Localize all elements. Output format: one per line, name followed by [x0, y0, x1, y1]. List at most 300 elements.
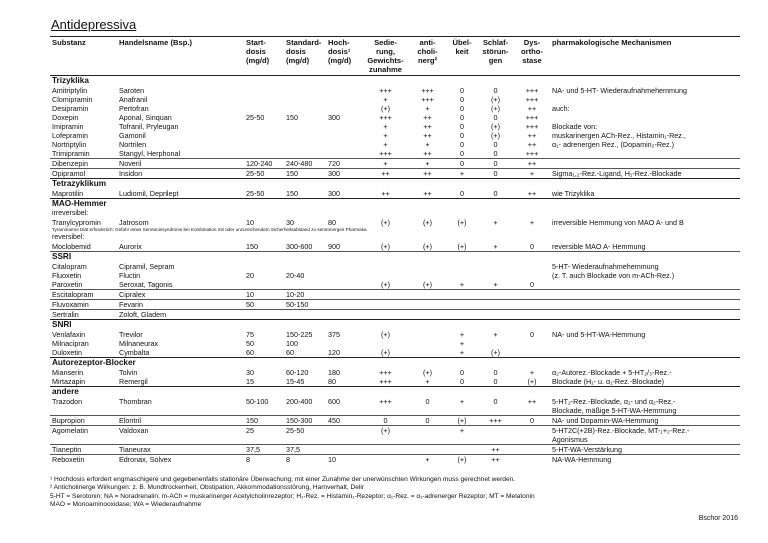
table-row-fluoxetin [50, 271, 740, 280]
uebelkeit-cell: (+) [447, 416, 477, 426]
dysorthostase-cell: + [529, 368, 535, 377]
hochdosis-cell [326, 290, 363, 300]
sedierung-cell: (+) [363, 242, 408, 252]
standarddosis-cell: 100 [286, 339, 298, 348]
schlafstoerungen-cell: 0 [493, 149, 498, 158]
table-row-lofepramin [50, 131, 740, 140]
standarddosis-cell: 60-120 [286, 368, 309, 377]
substanz-cell: Sertralin [50, 310, 117, 320]
hochdosis-cell [326, 262, 363, 271]
startdosis-cell: 10 [244, 290, 284, 300]
uebelkeit-cell: 0 [460, 131, 464, 140]
handelsname-cell: Tolvin [119, 368, 138, 377]
mechanismus-cell: α₁- adrenergen Rez., (Dopamin₂-Rez.) [552, 140, 675, 149]
uebelkeit-cell [447, 290, 477, 300]
hochdosis-cell: 450 [326, 416, 363, 426]
table-row-continuation [50, 406, 740, 416]
startdosis-cell: 150 [244, 416, 284, 426]
mechanismus-cell: 5-HT- Wiederaufnahmehemmung [552, 262, 659, 271]
standarddosis-cell: 150-300 [284, 416, 326, 426]
group-tetra [50, 179, 740, 190]
sedierung-cell [363, 445, 408, 455]
dysorthostase-cell [514, 426, 550, 436]
sedierung-cell: + [383, 95, 388, 104]
handelsname-cell: Aponal, Sinquan [119, 113, 172, 122]
header-row [50, 37, 740, 76]
handelsname-cell: Tofranil, Pryleugan [119, 122, 179, 131]
substanz-cell: Escitalopram [50, 290, 117, 300]
standarddosis-cell [284, 262, 326, 271]
hochdosis-cell: 600 [328, 397, 340, 406]
group-label: andere [50, 387, 740, 398]
handelsname-cell: Insidon [119, 169, 143, 178]
startdosis-cell: 50 [246, 339, 254, 348]
startdosis-cell: 15 [246, 377, 254, 386]
hochdosis-cell [326, 86, 363, 95]
mechanismus-cell [550, 149, 740, 159]
sedierung-cell: + [363, 159, 408, 169]
uebelkeit-cell: + [459, 169, 465, 178]
table-row-bupropion [50, 416, 740, 426]
sedierung-cell [363, 262, 408, 271]
table-row-doxepin [50, 113, 740, 122]
schlafstoerungen-cell [477, 310, 514, 320]
table-row-maprotilin [50, 189, 740, 199]
mechanismus-cell: NA- und 5-HT-WA-Hemmung [552, 330, 646, 339]
mechanismus-cell: wie Trizyklika [552, 189, 595, 198]
handelsname-cell: Stangyl, Herphonal [119, 149, 181, 158]
table-row-continuation [50, 435, 740, 445]
hochdosis-cell [326, 149, 363, 159]
group-label: Autorezeptor-Blocker [50, 358, 740, 369]
uebelkeit-cell: + [459, 339, 465, 348]
startdosis-cell [244, 104, 284, 113]
startdosis-cell: 25-50 [246, 169, 265, 178]
mechanismus-cell [550, 310, 740, 320]
table-row-milnacipran [50, 339, 740, 348]
schlafstoerungen-cell: 0 [493, 189, 498, 198]
handelsname-cell: Jatrosom [119, 218, 149, 227]
anticholinerg-cell: ++ [423, 169, 432, 178]
sedierung-cell: (+) [381, 330, 390, 339]
schlafstoerungen-cell: +++ [477, 416, 514, 426]
startdosis-cell [244, 122, 284, 131]
header-mechanismen: pharmakologische Mechanismen [550, 37, 740, 76]
substanz-cell: Opipramol [52, 169, 86, 178]
startdosis-cell: 75 [246, 330, 254, 339]
startdosis-cell: 120-240 [244, 159, 284, 169]
uebelkeit-cell [447, 310, 477, 320]
anticholinerg-cell [408, 271, 447, 280]
sedierung-cell: + [383, 122, 388, 131]
schlafstoerungen-cell [477, 426, 514, 436]
standarddosis-cell [284, 122, 326, 131]
hochdosis-cell [326, 104, 363, 113]
sedierung-cell: + [383, 131, 388, 140]
footnote-abbreviations: 5-HT = Serotonin; NA = Noradrenalin; m-ACh = muskarinerger Acetylcholinrezeptor; H₁-Rez. = Histamin₁-Rezeptor; α₁-Rez. = α₁-adrenerger Rezeptor; MT = Melatonin [50, 493, 535, 500]
handelsname-cell: Seroxat, Tagonis [119, 280, 173, 289]
substanz-cell: Bupropion [50, 416, 117, 426]
startdosis-cell: 8 [244, 455, 284, 465]
table-row-paroxetin [50, 280, 740, 290]
standarddosis-cell: 10-20 [284, 290, 326, 300]
mechanismus-cell: auch: [552, 104, 570, 113]
header-handelsname: Handelsname (Bsp.) [117, 37, 244, 76]
mechanism-cell: Agonismus [552, 435, 588, 444]
anticholinerg-cell [408, 445, 447, 455]
mechanismus-cell: Blockade von: [552, 122, 598, 131]
anticholinerg-cell: ++ [423, 131, 432, 140]
table-row-mirtazapin [50, 377, 740, 387]
handelsname-cell: Trevilor [119, 330, 143, 339]
anticholinerg-cell [408, 348, 447, 358]
hochdosis-cell [326, 445, 363, 455]
schlafstoerungen-cell: (+) [491, 122, 500, 131]
substanz-cell: Trazodon [52, 397, 83, 406]
anticholinerg-cell: ++ [423, 113, 432, 122]
dysorthostase-cell: 0 [530, 280, 534, 289]
subgroup-reversibel [50, 233, 740, 242]
dysorthostase-cell [514, 339, 550, 348]
handelsname-cell: Gamonil [119, 131, 146, 140]
uebelkeit-cell: + [459, 330, 465, 339]
group-ssri [50, 252, 740, 263]
table-row-reboxetin [50, 455, 740, 465]
anticholinerg-cell: + [425, 104, 430, 113]
handelsname-cell: Cipralex [117, 290, 244, 300]
mechanismus-cell [550, 280, 740, 290]
table-row-citalopram [50, 262, 740, 271]
substanz-cell: Citalopram [52, 262, 87, 271]
substanz-cell: Milnacipran [52, 339, 89, 348]
startdosis-cell [244, 95, 284, 104]
handelsname-cell: Cipramil, Sepram [119, 262, 175, 271]
substanz-cell: Trimipramin [52, 149, 90, 158]
mechanismus-cell: Blockade (H₁- u. α₁-Rez.-Blockade) [552, 377, 665, 386]
table-row-fluvoxamin [50, 300, 740, 310]
mechanismus-cell: NA- und Dopamin-WA-Hemmung [550, 416, 740, 426]
sedierung-cell: +++ [379, 377, 392, 386]
group-label: SSRI [50, 252, 740, 263]
standarddosis-cell [284, 86, 326, 95]
hochdosis-cell: 300 [328, 169, 340, 178]
uebelkeit-cell: + [459, 348, 465, 357]
startdosis-cell: 25 [244, 426, 284, 436]
header-hochdosis: Hoch-dosis¹ (mg/d) [326, 37, 363, 76]
hochdosis-cell: 720 [326, 159, 363, 169]
header-substanz: Substanz [50, 37, 117, 76]
handelsname-cell: Pertofran [119, 104, 149, 113]
sedierung-cell: +++ [379, 149, 392, 158]
hochdosis-cell: 180 [328, 368, 340, 377]
sedierung-cell [363, 339, 408, 348]
startdosis-cell [244, 149, 284, 159]
substanz-cell: Amitriptylin [52, 86, 88, 95]
schlafstoerungen-cell [477, 290, 514, 300]
mechanismus-cell: 5-HT₂-Rez.-Blockade, α₁- und α₂-Rez.- [552, 397, 676, 406]
dysorthostase-cell: +++ [525, 149, 539, 158]
schlafstoerungen-cell: 0 [493, 377, 498, 386]
sedierung-cell [363, 455, 408, 465]
anticholinerg-cell [408, 339, 447, 348]
schlafstoerungen-cell: + [493, 280, 498, 289]
startdosis-cell: 150 [244, 242, 284, 252]
standarddosis-cell: 240-480 [284, 159, 326, 169]
table-row-sertralin [50, 310, 740, 320]
substanz-cell: Reboxetin [50, 455, 117, 465]
standarddosis-cell [284, 149, 326, 159]
dysorthostase-cell: 0 [514, 242, 550, 252]
table-row-moclobemid [50, 242, 740, 252]
mechanismus-cell [550, 159, 740, 169]
mechanismus-cell [550, 339, 740, 348]
hochdosis-cell [326, 280, 363, 290]
hochdosis-cell [326, 310, 363, 320]
handelsname-cell: Cymbalta [119, 348, 150, 357]
substanz-cell: Venlafaxin [52, 330, 86, 339]
startdosis-cell [244, 131, 284, 140]
sedierung-cell: (+) [381, 218, 390, 227]
anticholinerg-cell [408, 310, 447, 320]
mechanismus-cell: NA- und 5-HT- Wiederaufnahmehemmung [552, 86, 688, 95]
substanz-cell: Moclobemid [50, 242, 117, 252]
startdosis-cell: 25-50 [246, 189, 265, 198]
group-auto [50, 358, 740, 369]
mechanismus-cell [550, 290, 740, 300]
footnote-abbreviations-2: MAO = Monoaminooxidase; WA = Wiederaufnahme [50, 501, 202, 508]
mechanismus-cell [550, 348, 740, 358]
substanz-cell: Fluvoxamin [50, 300, 117, 310]
substanz-cell: Nortriptylin [52, 140, 87, 149]
anticholinerg-cell: ++ [423, 122, 432, 131]
anticholinerg-cell [408, 300, 447, 310]
schlafstoerungen-cell: 0 [493, 140, 498, 149]
standarddosis-cell [284, 140, 326, 149]
handelsname-cell: Remergil [119, 377, 148, 386]
group-label: Trizyklika [50, 76, 740, 87]
hochdosis-cell: 900 [326, 242, 363, 252]
uebelkeit-cell: (+) [457, 218, 467, 227]
schlafstoerungen-cell: (+) [491, 131, 500, 140]
anticholinerg-cell [408, 330, 447, 339]
hochdosis-cell [326, 339, 363, 348]
standarddosis-cell: 300-600 [284, 242, 326, 252]
anticholinerg-cell [408, 262, 447, 271]
standarddosis-cell: 150 [286, 113, 298, 122]
schlafstoerungen-cell: 0 [493, 113, 498, 122]
standarddosis-cell [284, 280, 326, 290]
hochdosis-cell: 80 [328, 377, 336, 386]
dysorthostase-cell: + [529, 169, 535, 178]
sedierung-cell: +++ [379, 368, 392, 377]
table-row-tranylcypromin [50, 218, 740, 227]
dysorthostase-cell [514, 310, 550, 320]
sedierung-cell: (+) [381, 280, 390, 289]
standarddosis-cell [284, 131, 326, 140]
schlafstoerungen-cell: (+) [491, 348, 500, 357]
mechanismus-cell [550, 113, 740, 122]
hochdosis-cell: 300 [328, 113, 340, 122]
uebelkeit-cell: (+) [447, 242, 477, 252]
hochdosis-cell [326, 95, 363, 104]
substanz-cell: Desipramin [52, 104, 89, 113]
handelsname-cell: Edronax, Solvex [117, 455, 244, 465]
standarddosis-cell [284, 95, 326, 104]
hochdosis-cell [326, 426, 363, 436]
handelsname-cell: Saroten [119, 86, 145, 95]
hochdosis-cell: 300 [328, 189, 340, 198]
handelsname-cell: Nortrilen [119, 140, 147, 149]
anticholinerg-cell: 0 [408, 416, 447, 426]
sedierung-cell: (+) [381, 104, 390, 113]
table-row-trimipramin [50, 149, 740, 159]
schlafstoerungen-cell: ++ [477, 445, 514, 455]
table-row-tianeptin [50, 445, 740, 455]
handelsname-cell: Ludiomil, Deprilept [119, 189, 179, 198]
handelsname-cell: Anafranil [119, 95, 148, 104]
anticholinerg-cell: +++ [421, 95, 434, 104]
anticholinerg-cell: (+) [423, 218, 432, 227]
group-label: Tetrazyklikum [50, 179, 740, 190]
standarddosis-cell: 150-225 [286, 330, 313, 339]
standarddosis-cell [284, 104, 326, 113]
page-title: Antidepressiva [51, 17, 137, 32]
anticholinerg-cell: (+) [423, 280, 432, 289]
header-dysorthostase: Dys-ortho-stase [514, 37, 550, 76]
schlafstoerungen-cell: (+) [491, 104, 500, 113]
uebelkeit-cell: 0 [447, 159, 477, 169]
sedierung-cell: +++ [379, 397, 392, 406]
uebelkeit-cell: (+) [447, 455, 477, 465]
dysorthostase-cell: (+) [527, 377, 537, 386]
anticholinerg-cell [408, 290, 447, 300]
schlafstoerungen-cell: 0 [493, 86, 498, 95]
table-row-agomelatin [50, 426, 740, 436]
dysorthostase-cell [514, 348, 550, 358]
schlafstoerungen-cell: (+) [491, 95, 500, 104]
handelsname-cell: Thombran [119, 397, 152, 406]
mechanismus-cell [550, 300, 740, 310]
handelsname-cell: Milnaneurax [119, 339, 159, 348]
sedierung-cell: (+) [381, 348, 390, 357]
anticholinerg-cell: 0 [425, 397, 430, 406]
header-standarddosis: Standard-dosis (mg/d) [284, 37, 326, 76]
antidepressants-table [50, 36, 740, 464]
dysorthostase-cell [514, 290, 550, 300]
table-row-trazodon [50, 397, 740, 406]
dysorthostase-cell [514, 300, 550, 310]
anticholinerg-cell: (+) [408, 242, 447, 252]
handelsname-cell: Tianeurax [117, 445, 244, 455]
table-row-duloxetin [50, 348, 740, 358]
startdosis-cell: 10 [246, 218, 254, 227]
startdosis-cell: 60 [246, 348, 254, 357]
header-schlafstoerungen: Schlaf-störun-gen [477, 37, 514, 76]
uebelkeit-cell: + [459, 397, 465, 406]
dysorthostase-cell: +++ [525, 95, 539, 104]
uebelkeit-cell: + [447, 426, 477, 436]
standarddosis-cell: 8 [284, 455, 326, 465]
startdosis-cell: 37,5 [244, 445, 284, 455]
header-anticholinerg: anti-choli-nerg² [408, 37, 447, 76]
dysorthostase-cell [514, 262, 550, 271]
standarddosis-cell: 150 [286, 189, 298, 198]
subgroup-label: reversibel: [52, 234, 85, 241]
anticholinerg-cell: + [408, 159, 447, 169]
footnote-2: ² Anticholinerge Wirkungen: z. B. Mundtrockenheit, Obstipation, Akkommodationsstörung, Harnverhalt, Delir [50, 484, 365, 491]
uebelkeit-cell: 0 [460, 122, 464, 131]
standarddosis-cell: 60 [286, 348, 294, 357]
sedierung-cell: +++ [379, 113, 392, 122]
sedierung-cell: ++ [381, 169, 390, 178]
uebelkeit-cell: 0 [460, 113, 464, 122]
standarddosis-cell: 200-400 [286, 397, 313, 406]
tyramine-note: Tyraminarme Diät erforderlich: Gefahr eines Serotoninsyndroms bei Kombination mit oder unzureichendem Sicherheitsabstand zu serotonergen Pharmaka [52, 227, 367, 232]
schlafstoerungen-cell [477, 262, 514, 271]
standarddosis-cell: 30 [286, 218, 294, 227]
group-trizyklika [50, 76, 740, 87]
standarddosis-cell: 15-45 [286, 377, 305, 386]
startdosis-cell: 20 [246, 271, 254, 280]
substanz-cell: Lofepramin [52, 131, 88, 140]
dysorthostase-cell: +++ [525, 122, 539, 131]
mechanismus-cell: (z. T. auch Blockade von m-ACh-Rez.) [552, 271, 675, 280]
hochdosis-cell [326, 122, 363, 131]
header-uebelkeit: Übel-keit [447, 37, 477, 76]
schlafstoerungen-cell: 0 [477, 159, 514, 169]
uebelkeit-cell: 0 [460, 95, 464, 104]
hochdosis-cell [326, 131, 363, 140]
startdosis-cell: 25-50 [246, 113, 265, 122]
uebelkeit-cell [447, 262, 477, 271]
sedierung-cell: 0 [363, 416, 408, 426]
schlafstoerungen-cell: ++ [477, 455, 514, 465]
schlafstoerungen-cell [477, 271, 514, 280]
sedierung-cell: + [383, 140, 388, 149]
startdosis-cell: 30 [246, 368, 254, 377]
dysorthostase-cell: ++ [527, 131, 537, 140]
substanz-cell: Paroxetin [52, 280, 83, 289]
group-andere [50, 387, 740, 398]
substanz-cell: Fluoxetin [52, 271, 82, 280]
dysorthostase-cell: +++ [525, 113, 539, 122]
mechanismus-cell: α₂-Autorez.-Blockade + 5-HT₂/₃-Rez.- [552, 368, 672, 377]
substanz-cell: Duloxetin [52, 348, 82, 357]
anticholinerg-cell: + [408, 455, 447, 465]
standarddosis-cell: 150 [286, 169, 298, 178]
table-row-escitalopram [50, 290, 740, 300]
standarddosis-cell: 20-40 [286, 271, 305, 280]
table-row-opipramol [50, 169, 740, 179]
mechanismus-cell: Sigma₁,₂-Rez.-Ligand, H₁-Rez.-Blockade [552, 169, 682, 178]
hochdosis-cell [326, 271, 363, 280]
uebelkeit-cell [447, 300, 477, 310]
dysorthostase-cell: 0 [514, 416, 550, 426]
table-row-dibenzepin [50, 159, 740, 169]
mechanism-cell: Blockade, mäßige 5-HT-WA-Hemmung [552, 406, 677, 415]
subgroup-irreversibel [50, 209, 740, 218]
handelsname-cell: Aurorix [117, 242, 244, 252]
table-row-mianserin [50, 368, 740, 377]
schlafstoerungen-cell: + [493, 330, 498, 339]
table-row-imipramin [50, 122, 740, 131]
uebelkeit-cell: 0 [460, 140, 464, 149]
uebelkeit-cell: 0 [460, 104, 464, 113]
group-label: MAO-Hemmer [50, 199, 740, 210]
hochdosis-cell: 120 [328, 348, 340, 357]
hochdosis-cell: 10 [326, 455, 363, 465]
dysorthostase-cell: ++ [527, 397, 537, 406]
